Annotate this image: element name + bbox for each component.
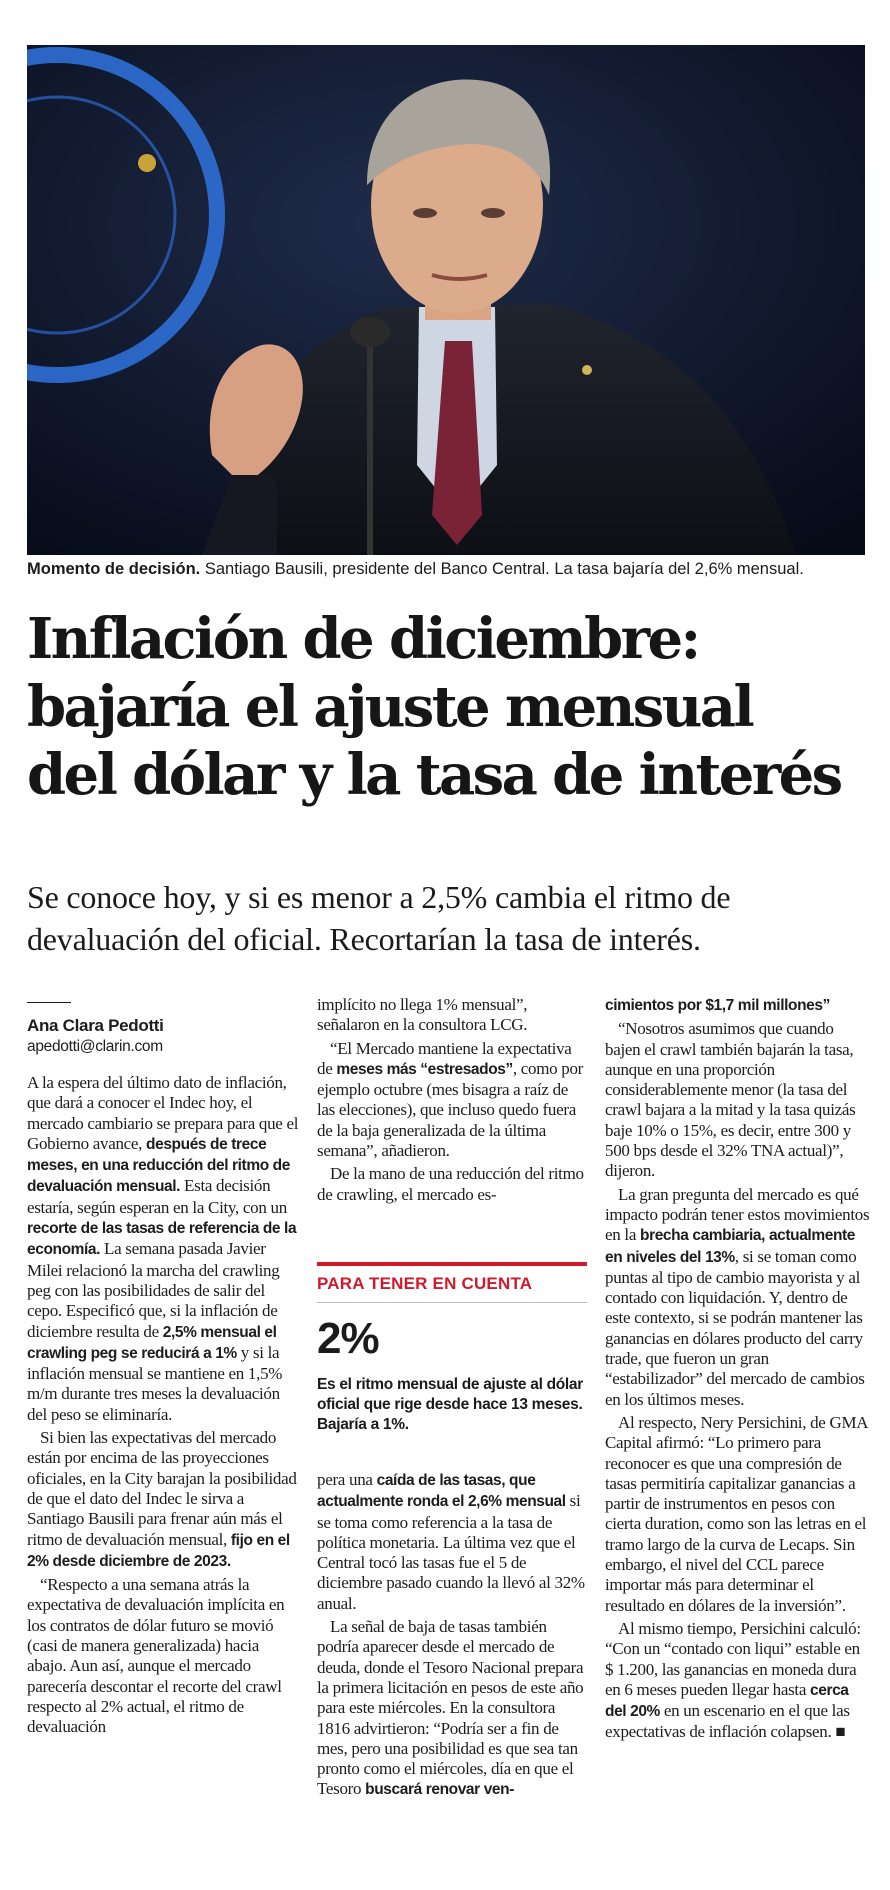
headline-line-3: del dólar y la tasa de interés (27, 742, 841, 808)
author-name: Ana Clara Pedotti (27, 1016, 164, 1035)
info-box (317, 1262, 587, 1452)
paragraph: pera una caída de las tasas, que actualmente ronda el 2,6% mensual si se toma como referencia a la tasa de política monetaria. La última vez que el Central tocó las tasas fue el 5 de diciembre pasado cuando la llevó al 32% anual. (317, 1470, 585, 1613)
info-box-rule (317, 1262, 587, 1266)
paragraph: De la mano de una reducción del ritmo de crawling, el mercado es- (317, 1164, 584, 1204)
caption-text: Santiago Bausili, presidente del Banco Central. La tasa bajaría del 2,6% mensual. (200, 560, 804, 578)
paragraph: “El Mercado mantiene la expectativa de meses más “estresados”, como por ejemplo octubre (mes bisagra a raíz de las elecciones), que incluso quedo fuera de la baja generalizada de la última semana”, añadieron. (317, 1038, 584, 1161)
headline (27, 605, 872, 809)
photo-caption (27, 558, 865, 580)
article-column-2-continued (317, 1470, 587, 1804)
subheadline-line-1: Se conoce hoy, y si es menor a 2,5% cambia el ritmo de (27, 879, 731, 915)
article-column-3 (605, 995, 870, 1746)
article-column-1 (27, 995, 302, 1741)
byline-rule (27, 1002, 71, 1003)
paragraph: implícito no llega 1% mensual”, señalaron en la consultora LCG. (317, 995, 528, 1035)
subheadline (27, 876, 872, 960)
paragraph: La señal de baja de tasas también podría aparecer desde el mercado de deuda, donde el Tesoro Nacional prepara la primera licitación en pesos de este año para este miércoles. En la consultora 1816 advirtieron: “Podría ser a fin de mes, pero una posibilidad es que sea tan pronto como el miércoles, día en que el Tesoro buscará renovar ven- (317, 1617, 584, 1799)
info-box-figure: 2% (317, 1314, 379, 1363)
info-box-title: PARA TENER EN CUENTA (317, 1274, 533, 1293)
info-box-text: Es el ritmo mensual de ajuste al dólar oficial que rige desde hace 13 meses. Bajaría a 1%. (317, 1376, 583, 1433)
caption-lead: Momento de decisión. (27, 560, 201, 578)
paragraph: Al respecto, Nery Persichini, de GMA Capital afirmó: “Lo primero para reconocer es que una compresión de tasas permitiría capitalizar ganancias a partir de instrumentos en pesos con cierta duration, como son las letras en el tramo largo de la curva de Lecaps. Sin embargo, el nivel del CCL parece importar más para determinar el resultado en dólares de la inversión”. (605, 1412, 868, 1615)
paragraph: “Nosotros asumimos que cuando bajen el crawl también bajarán la tasa, aunque en una proporción considerablemente menor (la tasa del crawl bajara a la mitad y la tasa quizás baje 10% o 15%, es decir, entre 300 y 500 bps desde el 32% TNA actual)”, dijeron. (605, 1019, 856, 1181)
article-photo (27, 45, 865, 555)
author-email: apedotti@clarin.com (27, 1038, 163, 1055)
headline-line-1: Inflación de diciembre: (27, 606, 699, 672)
paragraph: cimientos por $1,7 mil millones” (605, 997, 830, 1014)
subheadline-line-2: devaluación del oficial. Recortarían la tasa de interés. (27, 921, 701, 957)
headline-line-2: bajaría el ajuste mensual (27, 674, 753, 740)
portrait-photo-icon (27, 45, 865, 555)
paragraph: “Respecto a una semana atrás la expectativa de devaluación implícita en los contratos de dólar futuro se movió (casi de manera generalizada) hacia abajo. Aun así, aunque el mercado parecería descontar el recorte del crawl respecto al 2% actual, el ritmo de devaluación (27, 1575, 285, 1737)
paragraph: La gran pregunta del mercado es qué impacto podrán tener estos movimientos en la brecha cambiaria, actualmente en niveles del 13%, si se toman como puntas al tipo de cambio mayorista y al contado con liquidación. Y, dentro de este contexto, si se podrán mantener las ganancias en dólares producto del carry trade, que fueron un gran “estabilizador” del mercado de cambios en los últimos meses. (605, 1184, 870, 1409)
paragraph: Al mismo tiempo, Persichini calculó: “Con un “contado con liqui” estable en $ 1.200, las ganancias en moneda dura en 6 meses pueden llegar hasta cerca del 20% en un escenario en el que las expectativas de inflación colapsen. ■ (605, 1618, 861, 1742)
article-column-2 (317, 995, 587, 1208)
paragraph: Si bien las expectativas del mercado están por encima de las proyecciones oficiales, en la City barajan la posibilidad de que el dato del Indec le sirva a Santiago Bausili para frenar aún más el ritmo de devaluación mensual, fijo en el 2% desde diciembre de 2023. (27, 1428, 297, 1570)
info-box-divider (317, 1302, 587, 1303)
paragraph: A la espera del último dato de inflación, que dará a conocer el Indec hoy, el mercado cambiario se prepara para que el Gobierno avance, después de trece meses, en una reducción del ritmo de devaluación mensual. Esta decisión estaría, según esperan en la City, con un recorte de las tasas de referencia de la economía. La semana pasada Javier Milei relacionó la marcha del crawling peg con las posibilidades de salir del cepo. Especificó que, si la inflación de diciembre resulta de 2,5% mensual el crawling peg se reducirá a 1% y si la inflación mensual se mantiene en 1,5% m/m durante tres meses la devaluación del peso se eliminaría. (27, 1073, 299, 1424)
